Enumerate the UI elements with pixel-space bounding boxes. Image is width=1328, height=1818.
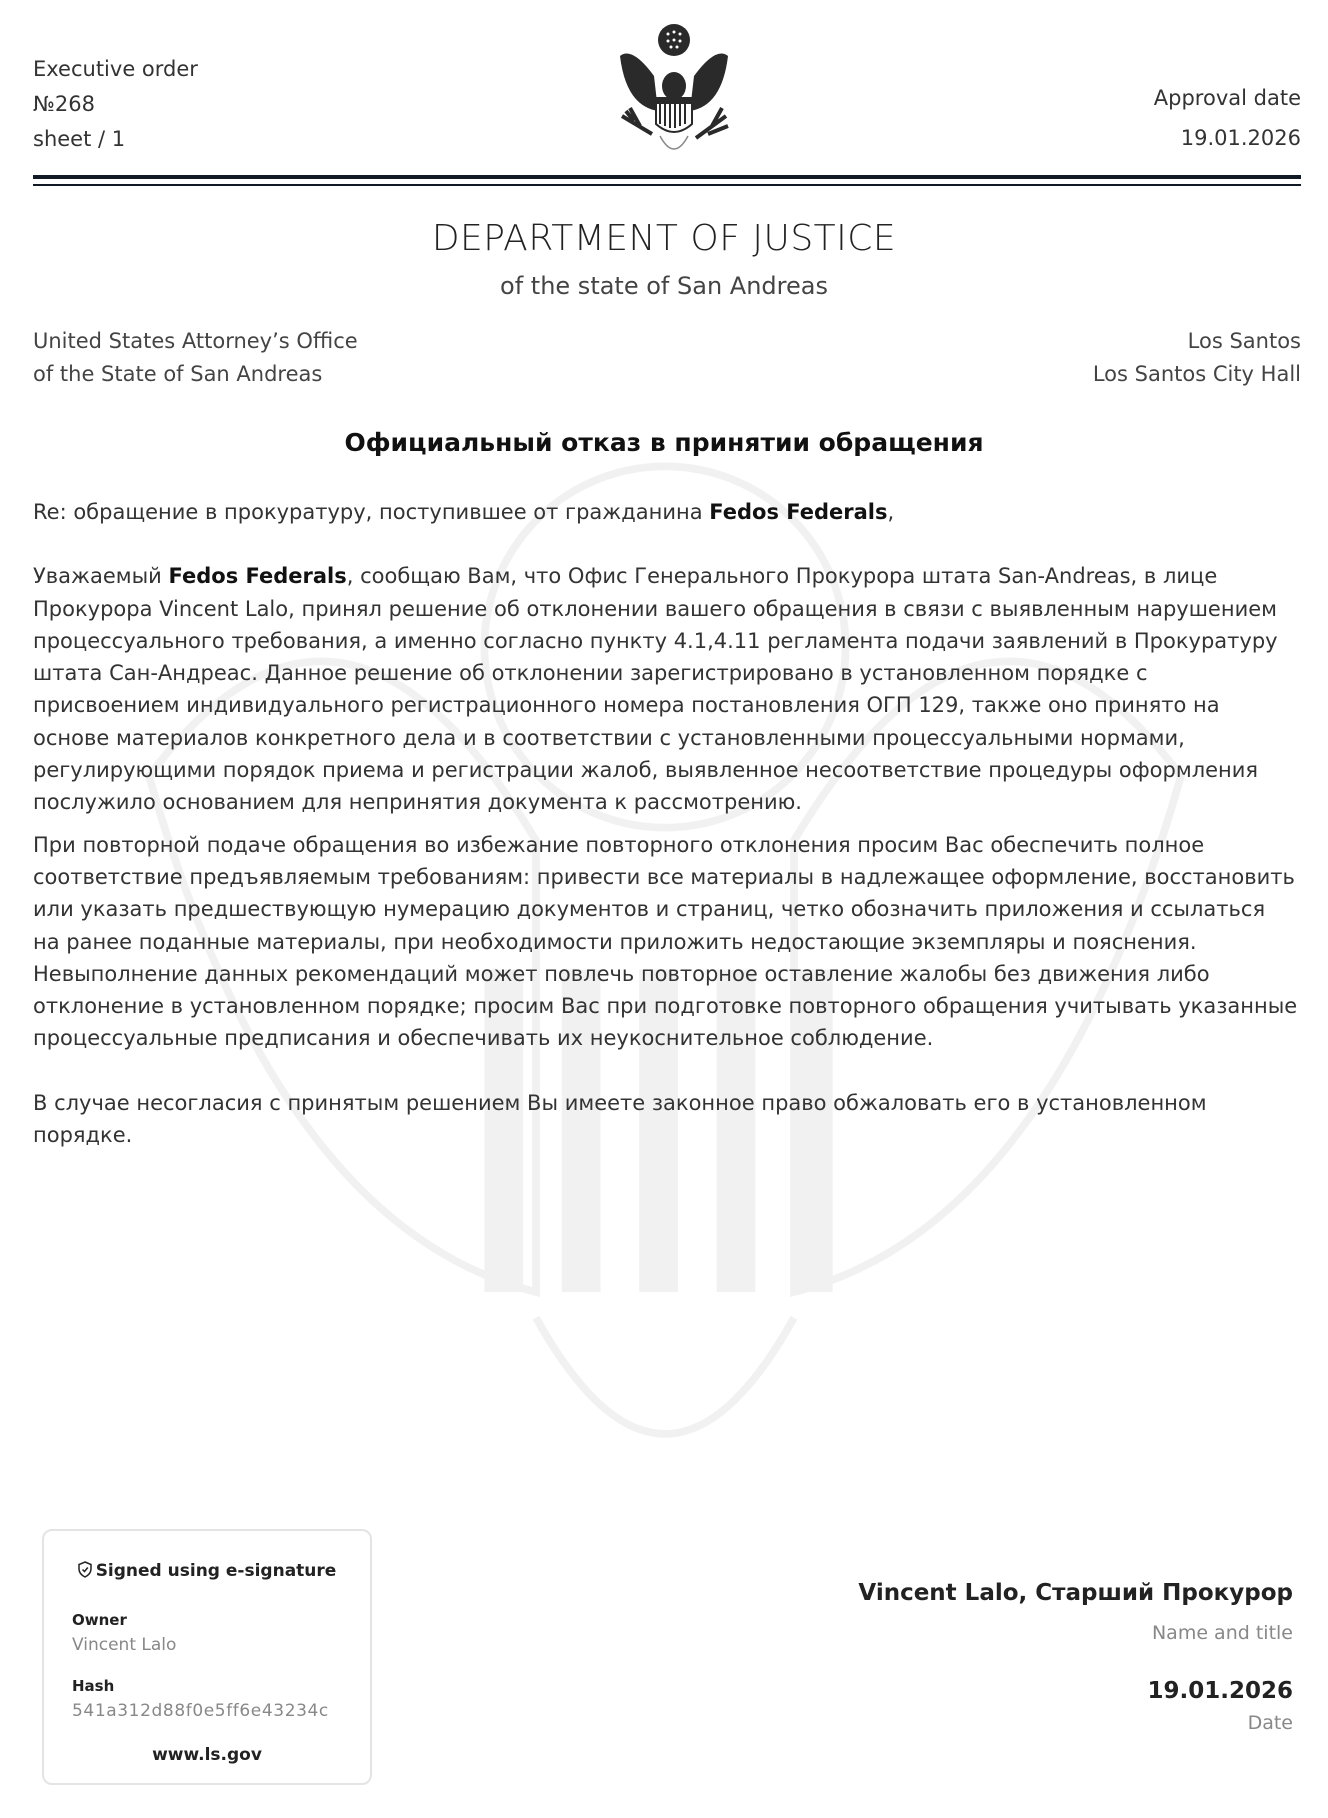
esignature-heading-text: Signed using e-signature — [95, 1561, 337, 1581]
approval-label: Approval date — [1153, 86, 1301, 110]
approval-date: 19.01.2026 — [1180, 126, 1301, 150]
re-line — [33, 496, 1298, 528]
re-suffix: , — [887, 500, 895, 524]
header-divider-thick — [33, 175, 1301, 179]
citizen-name: Fedos Federals — [709, 500, 888, 524]
order-label: Executive order — [33, 57, 198, 81]
location-address — [1093, 325, 1301, 391]
p1-body: , сообщаю Вам, что Офис Генерального Прокурора штата San-Andreas, в лице Прокурора Vincent Lalo, принял решение об отклонении вашего обращения в связи с выявленным нарушением процессуального требования, а именно согласно пункту 4.1,4.11 регламента подачи заявлений в Прокуратуру штата Сан-Андреас. Данное решение об отклонении зарегистрировано в установленном порядке с присвоением индивидуального регистрационного номера постановления ОГП 129, также оно принято на основе материалов конкретного дела и в соответствии с установленными процессуальными нормами, регулирующими порядок приема и регистрации жалоб, выявленное несоответствие процедуры оформления послужило основанием для непринятия документа к рассмотрению. — [33, 564, 1278, 815]
signature-date: 19.01.2026 — [1147, 1678, 1293, 1704]
sender-line-2: of the State of San Andreas — [33, 362, 323, 386]
re-prefix: Re: обращение в прокуратуру, поступившее от гражданина — [33, 500, 710, 524]
signer-label: Name and title — [1151, 1622, 1293, 1644]
order-info — [33, 52, 198, 157]
document-body — [33, 496, 1298, 1161]
header-divider-thin — [33, 184, 1301, 186]
paragraph-1 — [33, 560, 1298, 818]
paragraph-3: В случае несогласия с принятым решением Вы имеете законное право обжаловать его в установленном порядке. — [33, 1090, 1207, 1148]
owner-value: Vincent Lalo — [72, 1635, 177, 1655]
department-subtitle: of the state of San Andreas — [500, 272, 828, 300]
owner-label: Owner — [72, 1611, 127, 1629]
signer-name-title: Vincent Lalo, Старший Прокурор — [858, 1580, 1293, 1606]
paragraph-2: При повторной подаче обращения во избежание повторного отклонения просим Вас обеспечить полное соответствие предъявляемым требованиям: привести все материалы в надлежащее оформление, восстановить или указать предшествующую нумерацию документов и страниц, четко обозначить приложения и ссылаться на ранее поданные материалы, при необходимости приложить недостающие экземпляры и пояснения. Невыполнение данных рекомендаций может повлечь повторное оставление жалобы без движения либо отклонение в установленном порядке; просим Вас при подготовке повторного обращения учитывать указанные процессуальные предписания и обеспечивать их неукоснительное соблюдение. — [33, 832, 1298, 1051]
great-seal-emblem-icon — [612, 16, 736, 162]
approval-info — [1154, 78, 1301, 158]
esignature-heading — [44, 1561, 370, 1581]
hash-value: 541a312d88f0e5ff6e43234c — [72, 1701, 329, 1721]
date-label: Date — [1247, 1712, 1293, 1734]
sheet-number: sheet / 1 — [33, 127, 126, 151]
document-title: Официальный отказ в принятии обращения — [344, 428, 984, 457]
hash-label: Hash — [72, 1677, 115, 1695]
p1-prefix: Уважаемый — [33, 564, 169, 589]
citizen-name: Fedos Federals — [168, 564, 347, 589]
website-link[interactable]: www.ls.gov — [152, 1745, 262, 1765]
order-number: №268 — [33, 92, 95, 116]
sender-line-1: United States Attorney’s Office — [33, 329, 358, 353]
location-line-1: Los Santos — [1187, 329, 1301, 353]
department-title: DEPARTMENT OF JUSTICE — [431, 218, 897, 259]
shield-check-icon — [78, 1561, 92, 1578]
esignature-card — [42, 1529, 372, 1785]
location-line-2: Los Santos City Hall — [1092, 362, 1301, 386]
sender-address — [33, 325, 358, 391]
